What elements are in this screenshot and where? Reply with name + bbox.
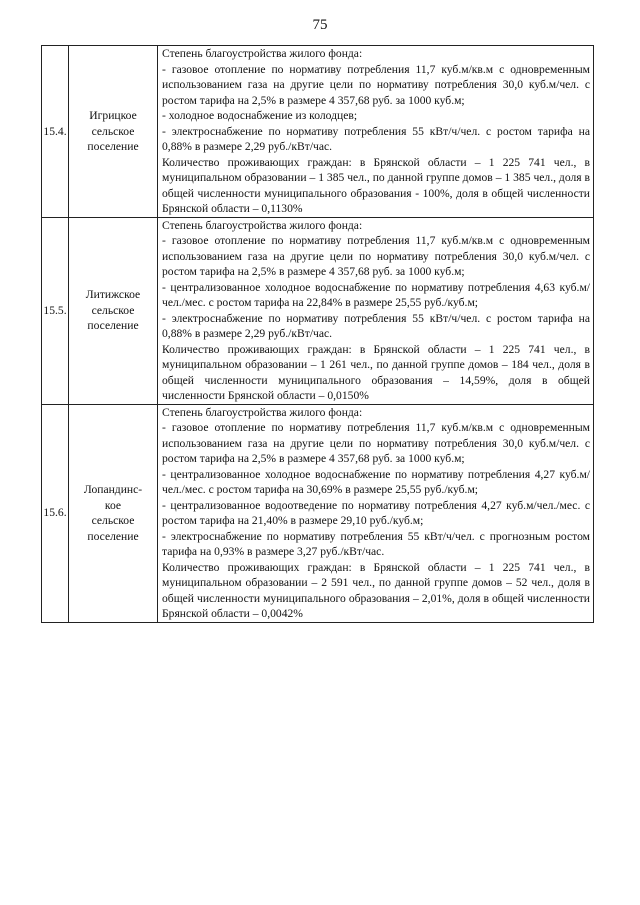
settlement-description <box>158 46 594 218</box>
description-line: Количество проживающих граждан: в Брянской области – 1 225 741 чел., в муниципальном образовании – 2 591 чел., по данной группе домов – 52 чел., доля в общей численности муниципального образования – 2,01%, доля в общей численности Брянской области – 0,0042% <box>162 560 590 620</box>
description-line: Степень благоустройства жилого фонда: <box>162 47 363 60</box>
table-row <box>42 404 594 622</box>
description-line: - электроснабжение по нормативу потребления 55 кВт/ч/чел. с ростом тарифа на 0,88% в размере 2,29 руб./кВт/час. <box>162 124 590 153</box>
page-number: 75 <box>312 17 328 33</box>
description-line: - централизованное холодное водоснабжение по нормативу потребления 4,27 куб.м/чел./мес. с ростом тарифа на 30,69% в размере 25,55 руб./куб.м; <box>162 467 590 496</box>
description-line: - холодное водоснабжение из колодцев; <box>162 109 358 122</box>
description-line: - газовое отопление по нормативу потребления 11,7 куб.м/кв.м с одновременным использованием газа на другие цели по нормативу потребления 30,0 куб.м/чел. с ростом тарифа на 2,5% в размере 4 357,68 руб. за 1000 куб.м; <box>162 234 590 278</box>
row-number: 15.4. <box>42 46 69 218</box>
table-row <box>42 46 594 218</box>
description-line: - централизованное водоотведение по нормативу потребления 4,27 куб.м/чел./мес. с ростом тарифа на 21,40% в размере 29,10 руб./куб.м; <box>162 498 590 527</box>
description-line: - газовое отопление по нормативу потребления 11,7 куб.м/кв.м с одновременным использованием газа на другие цели по нормативу потребления 30,0 куб.м/чел. с ростом тарифа на 2,5% в размере 4 357,68 руб. за 1000 куб.м; <box>162 62 590 107</box>
description-line: - газовое отопление по нормативу потребления 11,7 куб.м/кв.м с одновременным использованием газа на другие цели по нормативу потребления 30,0 куб.м/чел. с ростом тарифа на 2,5% в размере 4 357,68 руб. за 1000 куб.м; <box>162 421 590 465</box>
description-line: Количество проживающих граждан: в Брянской области – 1 225 741 чел., в муниципальном образовании – 1 261 чел., по данной группе домов – 184 чел., доля в общей численности муниципального образования – 14,59%, доля в общей численности Брянской области – 0,0150% <box>162 342 590 402</box>
description-line: - электроснабжение по нормативу потребления 55 кВт/ч/чел. с ростом тарифа на 0,88% в размере 2,29 руб./кВт/час. <box>162 311 590 340</box>
description-line: Степень благоустройства жилого фонда: <box>162 218 363 232</box>
settlement-name: Литижское сельское поселение <box>69 217 158 404</box>
table-row <box>42 217 594 404</box>
settlement-name: Игрицкое сельское поселение <box>69 46 158 218</box>
description-line: Количество проживающих граждан: в Брянской области – 1 225 741 чел., в муниципальном образовании – 1 385 чел., по данной группе домов – 1 385 чел., доля в общей численности муниципального образования - 100%, доля в общей численности Брянской области – 0,1130% <box>162 155 590 215</box>
description-line: - централизованное холодное водоснабжение по нормативу потребления 4,63 куб.м/чел./мес. с ростом тарифа на 22,84% в размере 25,55 руб./куб.м; <box>162 280 590 309</box>
description-line: Степень благоустройства жилого фонда: <box>162 405 363 419</box>
settlement-name: Лопандинс- кое сельское поселение <box>69 404 158 622</box>
settlement-description <box>158 404 594 622</box>
description-line: - электроснабжение по нормативу потребления 55 кВт/ч/чел. с прогнозным ростом тарифа на 0,93% в размере 3,27 руб./кВт/час. <box>162 529 590 558</box>
settlements-table <box>41 45 594 623</box>
row-number: 15.5. <box>42 217 69 404</box>
settlement-description <box>158 217 594 404</box>
row-number: 15.6. <box>42 404 69 622</box>
